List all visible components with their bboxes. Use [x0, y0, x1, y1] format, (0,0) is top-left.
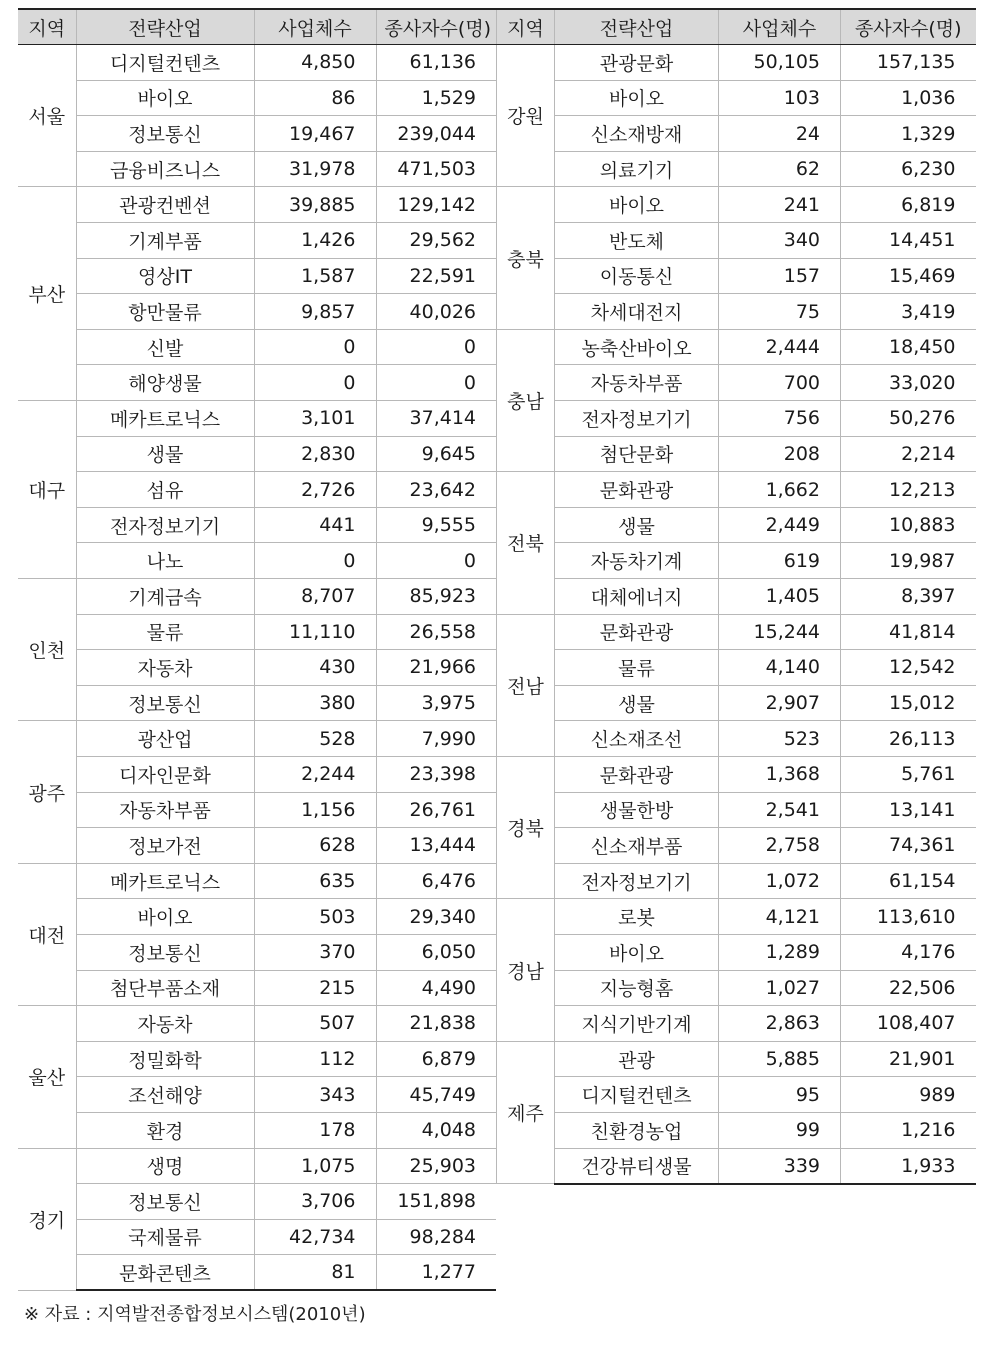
- industry-cell: 바이오: [76, 899, 254, 935]
- employee-count-cell: 12,213: [841, 472, 976, 508]
- left-table-body: [18, 45, 496, 1291]
- table-row: [497, 401, 976, 437]
- table-row: [18, 151, 496, 187]
- business-count-cell: 441: [254, 507, 376, 543]
- business-count-cell: 4,140: [719, 650, 841, 686]
- table-row: [497, 116, 976, 152]
- left-industry-table: [18, 8, 496, 1291]
- business-count-cell: 19,467: [254, 116, 376, 152]
- industry-cell: 반도체: [555, 223, 719, 259]
- industry-cell: 차세대전지: [555, 294, 719, 330]
- region-cell: 경남: [497, 899, 555, 1041]
- table-row: [18, 756, 496, 792]
- region-cell: 강원: [497, 45, 555, 187]
- table-row: [18, 329, 496, 365]
- table-row: [18, 187, 496, 223]
- employee-count-cell: 13,141: [841, 792, 976, 828]
- business-count-cell: 507: [254, 1006, 376, 1042]
- table-row: [497, 614, 976, 650]
- business-count-cell: 756: [719, 401, 841, 437]
- table-row: [18, 80, 496, 116]
- table-row: [497, 472, 976, 508]
- industry-cell: 자동차기계: [555, 543, 719, 579]
- employee-count-cell: 1,277: [376, 1255, 496, 1291]
- industry-cell: 문화관광: [555, 614, 719, 650]
- employee-count-cell: 3,419: [841, 294, 976, 330]
- industry-cell: 물류: [555, 650, 719, 686]
- industry-cell: 전자정보기기: [76, 507, 254, 543]
- industry-cell: 생물: [76, 436, 254, 472]
- table-row: [497, 1077, 976, 1113]
- industry-cell: 국제물류: [76, 1219, 254, 1255]
- business-count-cell: 2,726: [254, 472, 376, 508]
- table-row: [497, 45, 976, 81]
- business-count-cell: 1,662: [719, 472, 841, 508]
- region-cell: 서울: [18, 45, 76, 187]
- industry-cell: 이동통신: [555, 258, 719, 294]
- employee-count-cell: 23,398: [376, 756, 496, 792]
- region-cell: 전북: [497, 472, 555, 614]
- business-count-cell: 503: [254, 899, 376, 935]
- business-count-cell: 4,850: [254, 45, 376, 81]
- employee-count-cell: 5,761: [841, 756, 976, 792]
- employee-count-cell: 4,490: [376, 970, 496, 1006]
- employee-count-cell: 1,529: [376, 80, 496, 116]
- industry-cell: 신소재조선: [555, 721, 719, 757]
- table-row: [497, 934, 976, 970]
- source-note: ※ 자료 : 지역발전종합정보시스템(2010년): [24, 1304, 366, 1325]
- employee-count-cell: 14,451: [841, 223, 976, 259]
- table-row: [18, 650, 496, 686]
- business-count-cell: 2,541: [719, 792, 841, 828]
- industry-cell: 자동차부품: [555, 365, 719, 401]
- table-row: [497, 187, 976, 223]
- header-row: [497, 9, 976, 45]
- table-row: [497, 1006, 976, 1042]
- employee-count-cell: 10,883: [841, 507, 976, 543]
- industry-cell: 바이오: [555, 934, 719, 970]
- table-row: [18, 1112, 496, 1148]
- employee-count-cell: 40,026: [376, 294, 496, 330]
- business-count-cell: 86: [254, 80, 376, 116]
- employee-count-cell: 25,903: [376, 1148, 496, 1184]
- industry-cell: 문화관광: [555, 472, 719, 508]
- employee-count-cell: 4,048: [376, 1112, 496, 1148]
- industry-cell: 항만물류: [76, 294, 254, 330]
- business-count-cell: 3,706: [254, 1184, 376, 1220]
- employee-count-cell: 26,761: [376, 792, 496, 828]
- table-row: [497, 1112, 976, 1148]
- table-row: [497, 685, 976, 721]
- table-row: [18, 828, 496, 864]
- industry-cell: 정보통신: [76, 685, 254, 721]
- industry-cell: 신발: [76, 329, 254, 365]
- business-count-cell: 1,587: [254, 258, 376, 294]
- business-count-cell: 75: [719, 294, 841, 330]
- region-cell: 대구: [18, 401, 76, 579]
- table-row: [18, 934, 496, 970]
- employee-count-cell: 157,135: [841, 45, 976, 81]
- table-row: [18, 685, 496, 721]
- table-row: [18, 436, 496, 472]
- business-count-cell: 9,857: [254, 294, 376, 330]
- industry-cell: 정보통신: [76, 1184, 254, 1220]
- business-count-cell: 2,244: [254, 756, 376, 792]
- table-row: [18, 1077, 496, 1113]
- business-count-cell: 1,405: [719, 579, 841, 615]
- industry-cell: 정보통신: [76, 934, 254, 970]
- table-row: [497, 970, 976, 1006]
- business-count-cell: 15,244: [719, 614, 841, 650]
- table-row: [497, 151, 976, 187]
- employee-count-cell: 23,642: [376, 472, 496, 508]
- business-count-cell: 528: [254, 721, 376, 757]
- business-count-cell: 0: [254, 365, 376, 401]
- employee-count-cell: 0: [376, 329, 496, 365]
- region-cell: 광주: [18, 721, 76, 863]
- industry-cell: 친환경농업: [555, 1112, 719, 1148]
- header-employee-count: 종사자수(명): [376, 9, 496, 45]
- table-row: [497, 792, 976, 828]
- region-cell: 경기: [18, 1148, 76, 1290]
- industry-cell: 생물: [555, 507, 719, 543]
- header-industry: 전략산업: [76, 9, 254, 45]
- table-row: [497, 579, 976, 615]
- industry-cell: 메카트로닉스: [76, 401, 254, 437]
- table-row: [18, 116, 496, 152]
- table-row: [18, 1255, 496, 1291]
- business-count-cell: 31,978: [254, 151, 376, 187]
- employee-count-cell: 8,397: [841, 579, 976, 615]
- employee-count-cell: 989: [841, 1077, 976, 1113]
- industry-cell: 금융비즈니스: [76, 151, 254, 187]
- table-row: [497, 436, 976, 472]
- employee-count-cell: 6,879: [376, 1041, 496, 1077]
- industry-cell: 관광문화: [555, 45, 719, 81]
- table-row: [18, 294, 496, 330]
- business-count-cell: 0: [254, 329, 376, 365]
- header-industry: 전략산업: [555, 9, 719, 45]
- industry-cell: 농축산바이오: [555, 329, 719, 365]
- industry-cell: 물류: [76, 614, 254, 650]
- employee-count-cell: 108,407: [841, 1006, 976, 1042]
- region-cell: 제주: [497, 1041, 555, 1183]
- industry-cell: 의료기기: [555, 151, 719, 187]
- table-row: [497, 863, 976, 899]
- industry-cell: 섬유: [76, 472, 254, 508]
- table-row: [18, 507, 496, 543]
- table-row: [18, 792, 496, 828]
- employee-count-cell: 61,154: [841, 863, 976, 899]
- employee-count-cell: 1,036: [841, 80, 976, 116]
- employee-count-cell: 13,444: [376, 828, 496, 864]
- industry-cell: 첨단부품소재: [76, 970, 254, 1006]
- business-count-cell: 8,707: [254, 579, 376, 615]
- business-count-cell: 523: [719, 721, 841, 757]
- business-count-cell: 340: [719, 223, 841, 259]
- industry-cell: 자동차: [76, 650, 254, 686]
- employee-count-cell: 74,361: [841, 828, 976, 864]
- table-row: [497, 650, 976, 686]
- employee-count-cell: 19,987: [841, 543, 976, 579]
- employee-count-cell: 29,340: [376, 899, 496, 935]
- business-count-cell: 2,907: [719, 685, 841, 721]
- employee-count-cell: 22,591: [376, 258, 496, 294]
- employee-count-cell: 1,216: [841, 1112, 976, 1148]
- industry-cell: 로봇: [555, 899, 719, 935]
- industry-cell: 영상IT: [76, 258, 254, 294]
- business-count-cell: 208: [719, 436, 841, 472]
- business-count-cell: 1,368: [719, 756, 841, 792]
- business-count-cell: 430: [254, 650, 376, 686]
- business-count-cell: 619: [719, 543, 841, 579]
- table-row: [18, 614, 496, 650]
- table-row: [497, 80, 976, 116]
- employee-count-cell: 29,562: [376, 223, 496, 259]
- business-count-cell: 2,444: [719, 329, 841, 365]
- header-business-count: 사업체수: [254, 9, 376, 45]
- employee-count-cell: 7,990: [376, 721, 496, 757]
- employee-count-cell: 18,450: [841, 329, 976, 365]
- industry-cell: 자동차부품: [76, 792, 254, 828]
- employee-count-cell: 239,044: [376, 116, 496, 152]
- employee-count-cell: 6,230: [841, 151, 976, 187]
- industry-cell: 바이오: [555, 80, 719, 116]
- business-count-cell: 42,734: [254, 1219, 376, 1255]
- business-count-cell: 103: [719, 80, 841, 116]
- business-count-cell: 0: [254, 543, 376, 579]
- business-count-cell: 112: [254, 1041, 376, 1077]
- industry-cell: 지능형홈: [555, 970, 719, 1006]
- business-count-cell: 2,758: [719, 828, 841, 864]
- table-row: [497, 507, 976, 543]
- employee-count-cell: 45,749: [376, 1077, 496, 1113]
- employee-count-cell: 33,020: [841, 365, 976, 401]
- table-row: [18, 401, 496, 437]
- business-count-cell: 628: [254, 828, 376, 864]
- employee-count-cell: 26,558: [376, 614, 496, 650]
- business-count-cell: 3,101: [254, 401, 376, 437]
- employee-count-cell: 85,923: [376, 579, 496, 615]
- region-cell: 울산: [18, 1006, 76, 1148]
- industry-cell: 조선해양: [76, 1077, 254, 1113]
- table-row: [18, 899, 496, 935]
- employee-count-cell: 37,414: [376, 401, 496, 437]
- industry-cell: 생물한방: [555, 792, 719, 828]
- business-count-cell: 24: [719, 116, 841, 152]
- business-count-cell: 700: [719, 365, 841, 401]
- table-row: [18, 472, 496, 508]
- industry-cell: 정보가전: [76, 828, 254, 864]
- employee-count-cell: 41,814: [841, 614, 976, 650]
- region-cell: 부산: [18, 187, 76, 401]
- region-cell: 충북: [497, 187, 555, 329]
- industry-cell: 정밀화학: [76, 1041, 254, 1077]
- employee-count-cell: 50,276: [841, 401, 976, 437]
- industry-cell: 메카트로닉스: [76, 863, 254, 899]
- business-count-cell: 99: [719, 1112, 841, 1148]
- table-row: [18, 579, 496, 615]
- industry-cell: 나노: [76, 543, 254, 579]
- employee-count-cell: 3,975: [376, 685, 496, 721]
- industry-cell: 지식기반기계: [555, 1006, 719, 1042]
- employee-count-cell: 15,469: [841, 258, 976, 294]
- table-row: [18, 258, 496, 294]
- business-count-cell: 635: [254, 863, 376, 899]
- table-row: [497, 223, 976, 259]
- industry-cell: 생물: [555, 685, 719, 721]
- employee-count-cell: 21,901: [841, 1041, 976, 1077]
- industry-cell: 환경: [76, 1112, 254, 1148]
- employee-count-cell: 2,214: [841, 436, 976, 472]
- industry-cell: 기계부품: [76, 223, 254, 259]
- business-count-cell: 81: [254, 1255, 376, 1291]
- industry-cell: 디지털컨텐츠: [76, 45, 254, 81]
- industry-cell: 문화콘텐츠: [76, 1255, 254, 1291]
- table-row: [18, 721, 496, 757]
- header-business-count: 사업체수: [719, 9, 841, 45]
- industry-cell: 바이오: [555, 187, 719, 223]
- table-row: [497, 899, 976, 935]
- employee-count-cell: 98,284: [376, 1219, 496, 1255]
- industry-cell: 문화관광: [555, 756, 719, 792]
- table-row: [18, 543, 496, 579]
- business-count-cell: 343: [254, 1077, 376, 1113]
- employee-count-cell: 22,506: [841, 970, 976, 1006]
- business-count-cell: 380: [254, 685, 376, 721]
- business-count-cell: 50,105: [719, 45, 841, 81]
- industry-cell: 자동차: [76, 1006, 254, 1042]
- industry-cell: 대체에너지: [555, 579, 719, 615]
- industry-cell: 기계금속: [76, 579, 254, 615]
- business-count-cell: 339: [719, 1148, 841, 1184]
- employee-count-cell: 6,050: [376, 934, 496, 970]
- business-count-cell: 62: [719, 151, 841, 187]
- business-count-cell: 1,075: [254, 1148, 376, 1184]
- business-count-cell: 157: [719, 258, 841, 294]
- right-table-body: [497, 45, 976, 1184]
- table-row: [497, 258, 976, 294]
- business-count-cell: 1,027: [719, 970, 841, 1006]
- industry-cell: 생명: [76, 1148, 254, 1184]
- table-row: [18, 365, 496, 401]
- business-count-cell: 4,121: [719, 899, 841, 935]
- industry-cell: 정보통신: [76, 116, 254, 152]
- employee-count-cell: 1,933: [841, 1148, 976, 1184]
- table-row: [497, 294, 976, 330]
- employee-count-cell: 471,503: [376, 151, 496, 187]
- employee-count-cell: 6,476: [376, 863, 496, 899]
- employee-count-cell: 9,645: [376, 436, 496, 472]
- industry-cell: 첨단문화: [555, 436, 719, 472]
- business-count-cell: 1,156: [254, 792, 376, 828]
- employee-count-cell: 0: [376, 365, 496, 401]
- employee-count-cell: 15,012: [841, 685, 976, 721]
- table-row: [18, 863, 496, 899]
- business-count-cell: 370: [254, 934, 376, 970]
- region-cell: 전남: [497, 614, 555, 756]
- business-count-cell: 5,885: [719, 1041, 841, 1077]
- employee-count-cell: 151,898: [376, 1184, 496, 1220]
- industry-cell: 해양생물: [76, 365, 254, 401]
- business-count-cell: 2,449: [719, 507, 841, 543]
- business-count-cell: 11,110: [254, 614, 376, 650]
- region-cell: 충남: [497, 329, 555, 471]
- industry-cell: 신소재방재: [555, 116, 719, 152]
- region-cell: 인천: [18, 579, 76, 721]
- employee-count-cell: 0: [376, 543, 496, 579]
- industry-cell: 광산업: [76, 721, 254, 757]
- business-count-cell: 178: [254, 1112, 376, 1148]
- table-row: [18, 223, 496, 259]
- employee-count-cell: 26,113: [841, 721, 976, 757]
- right-industry-table: [496, 8, 976, 1185]
- industry-cell: 관광: [555, 1041, 719, 1077]
- employee-count-cell: 129,142: [376, 187, 496, 223]
- industry-cell: 디지털컨텐츠: [555, 1077, 719, 1113]
- table-row: [18, 45, 496, 81]
- industry-cell: 신소재부품: [555, 828, 719, 864]
- table-row: [497, 1148, 976, 1184]
- business-count-cell: 39,885: [254, 187, 376, 223]
- header-region: 지역: [18, 9, 76, 45]
- table-row: [18, 1148, 496, 1184]
- business-count-cell: 2,830: [254, 436, 376, 472]
- business-count-cell: 95: [719, 1077, 841, 1113]
- table-row: [18, 1041, 496, 1077]
- table-row: [497, 756, 976, 792]
- employee-count-cell: 6,819: [841, 187, 976, 223]
- business-count-cell: 1,289: [719, 934, 841, 970]
- employee-count-cell: 4,176: [841, 934, 976, 970]
- table-row: [497, 721, 976, 757]
- table-row: [497, 828, 976, 864]
- employee-count-cell: 113,610: [841, 899, 976, 935]
- header-region: 지역: [497, 9, 555, 45]
- industry-cell: 디자인문화: [76, 756, 254, 792]
- table-row: [18, 1006, 496, 1042]
- table-row: [497, 365, 976, 401]
- employee-count-cell: 9,555: [376, 507, 496, 543]
- table-row: [497, 1041, 976, 1077]
- region-cell: 경북: [497, 756, 555, 898]
- business-count-cell: 2,863: [719, 1006, 841, 1042]
- header-employee-count: 종사자수(명): [841, 9, 976, 45]
- employee-count-cell: 21,838: [376, 1006, 496, 1042]
- header-row: [18, 9, 496, 45]
- business-count-cell: 215: [254, 970, 376, 1006]
- employee-count-cell: 21,966: [376, 650, 496, 686]
- table-row: [497, 329, 976, 365]
- table-row: [18, 1219, 496, 1255]
- table-row: [497, 543, 976, 579]
- industry-cell: 전자정보기기: [555, 401, 719, 437]
- business-count-cell: 241: [719, 187, 841, 223]
- business-count-cell: 1,426: [254, 223, 376, 259]
- industry-cell: 건강뷰티생물: [555, 1148, 719, 1184]
- employee-count-cell: 12,542: [841, 650, 976, 686]
- table-row: [18, 1184, 496, 1220]
- table-row: [18, 970, 496, 1006]
- industry-cell: 전자정보기기: [555, 863, 719, 899]
- employee-count-cell: 61,136: [376, 45, 496, 81]
- industry-cell: 바이오: [76, 80, 254, 116]
- industry-cell: 관광컨벤션: [76, 187, 254, 223]
- employee-count-cell: 1,329: [841, 116, 976, 152]
- business-count-cell: 1,072: [719, 863, 841, 899]
- region-cell: 대전: [18, 863, 76, 1005]
